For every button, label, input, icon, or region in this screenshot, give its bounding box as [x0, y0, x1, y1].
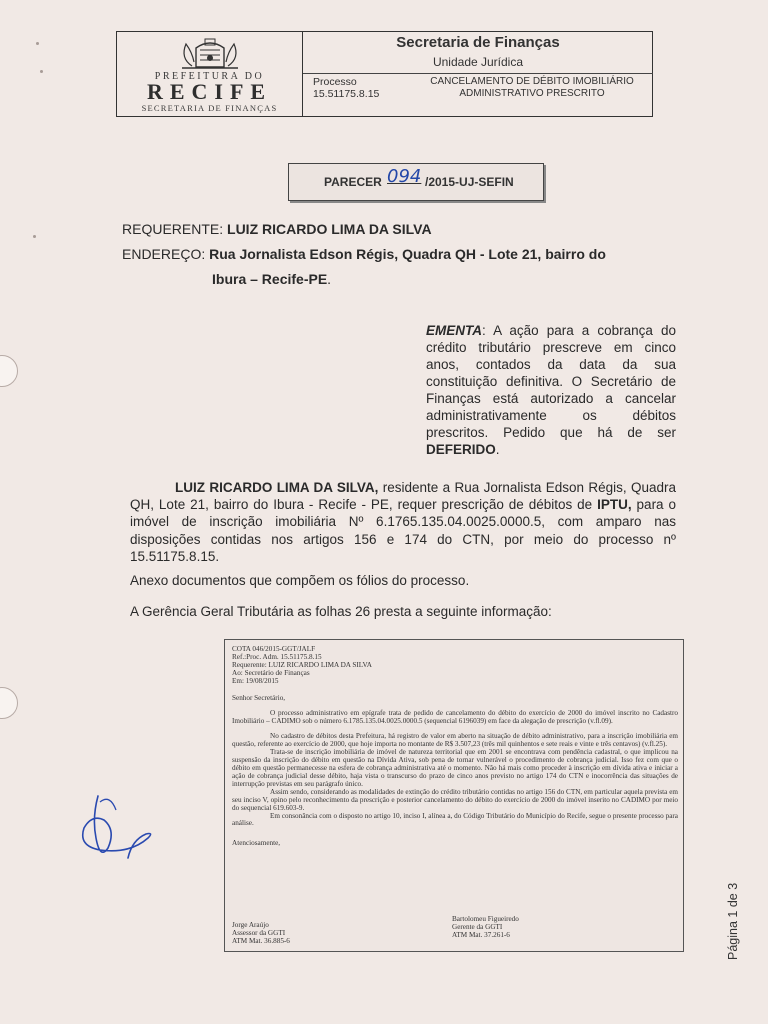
paper-speck: [33, 235, 36, 238]
coat-of-arms-icon: [172, 36, 248, 70]
body-paragraph-2: Anexo documentos que compõem os fólios do processo.: [130, 573, 470, 588]
endereco-line-2-wrap: [212, 271, 331, 287]
endereco-line-2: Ibura – Recife-PE: [212, 271, 328, 287]
cota-heading-2: Ref.:Proc. Adm. 15.51175.8.15: [232, 652, 322, 661]
parecer-prefix: PARECER: [324, 175, 382, 189]
logo-line-secretaria: SECRETARIA DE FINANÇAS: [141, 103, 278, 113]
sig1-role: Assessor da GGTI: [232, 928, 286, 937]
handwritten-initials-icon: [70, 788, 160, 868]
cota-paragraph-2: No cadastro de débitos desta Prefeitura, há registro de valor em aberto na situação de débito administrativo, para a inscrição imobiliária em questão, referente ao exercício de 2000, que hoje importa no montante de R$ 3.507,23 (três mil quinhentos e sete reais e vinte e três centavos) (v.fl.25).: [232, 732, 678, 749]
endereco-line-1: Rua Jornalista Edson Régis, Quadra QH - Lote 21, bairro do: [209, 246, 606, 262]
parecer-handwritten-number: 094: [387, 166, 422, 187]
parecer-suffix: /2015-UJ-SEFIN: [425, 175, 514, 189]
parecer-box: [288, 163, 544, 201]
p1-text-b: para o imóvel de inscrição imobiliária Nº 6.1765.135.04.0025.0000.5, com amparo nas disposições contidas nos artigos 156 e 174 do CTN, por meio do processo nº 15.51175.8.15.: [130, 497, 677, 564]
ementa-label: EMENTA: [426, 323, 482, 338]
sig2-role: Gerente da GGTI: [452, 922, 503, 931]
sig1-name: Jorge Araújo: [232, 921, 269, 929]
header-title: Secretaria de Finanças: [396, 34, 560, 51]
subject-line-1: CANCELAMENTO DE DÉBITO IMOBILIÁRIO: [430, 76, 634, 87]
p1-name: LUIZ RICARDO LIMA DA SILVA,: [175, 480, 379, 495]
processo-info: [313, 76, 379, 100]
ementa-verdict: DEFERIDO: [426, 442, 496, 457]
processo-label: Processo: [313, 76, 357, 88]
cota-paragraph-4: Assim sendo, considerando as modalidades de extinção do crédito tributário contidas no artigo 156 do CTN, em particular aquela prevista em seu inciso V, opino pelo reconhecimento da prescrição e posterior cancelamento do débito do exercício de 2000 do imóvel inserito no CADIMO por meio do sequencial 619.603-9.: [232, 787, 678, 812]
header-subtitle: Unidade Jurídica: [432, 55, 524, 69]
cota-signature-right: [452, 916, 519, 940]
cota-heading-1: COTA 046/2015-GGT/JALF: [232, 645, 316, 653]
paper-speck: [36, 42, 39, 45]
sig2-mat: ATM Mat. 37.261-6: [452, 930, 510, 939]
cota-heading-3: Requerente: LUIZ RICARDO LIMA DA SILVA: [232, 660, 372, 669]
cota-signature-left: [232, 922, 290, 946]
cota-paragraph-1: O processo administrativo em epígrafe trata de pedido de cancelamento do débito do exercício de 2000 do imóvel inscrito no Cadastro Imobiliário – CADIMO sob o número 6.1785.135.04.0025.0000.5 (sequencial 6196039) em face da alegação de prescrição (v.fl.09).: [232, 709, 678, 726]
requerente-line: [122, 221, 432, 237]
logo-line-prefeitura: PREFEITURA DO: [154, 71, 265, 82]
processo-subject: [417, 76, 647, 100]
punch-hole: [0, 687, 18, 719]
cota-document: [224, 639, 684, 952]
header-box: [116, 31, 653, 117]
cota-closing: Atenciosamente,: [232, 839, 281, 848]
ementa-text: : A ação para a cobrança do crédito tributário prescreve em cinco anos, contados da data da sua constituição definitiva. O Secretário de Finanças está autorizado a cancelar administrativamente os débitos prescritos. Pedido que há de ser: [426, 323, 676, 440]
requerente-label: REQUERENTE:: [122, 221, 224, 237]
ementa-end: .: [495, 442, 500, 457]
page-number: Página 1 de 3: [726, 882, 740, 960]
cota-salutation: Senhor Secretário,: [232, 693, 286, 702]
cota-heading-5: Em: 19/08/2015: [232, 676, 279, 685]
sig1-mat: ATM Mat. 36.885-6: [232, 936, 290, 945]
paper-speck: [40, 70, 43, 73]
cota-paragraph-5: Em consonância com o disposto no artigo 10, inciso I, alínea a, do Código Tributário do Município do Recife, segue o presente processo para análise.: [232, 811, 678, 828]
p1-text-a: residente a Rua Jornalista Edson Régis, Quadra QH, Lote 21, bairro do Ibura - Recife - PE, requer prescrição de débitos de: [130, 480, 677, 513]
p1-iptu: IPTU,: [597, 497, 632, 513]
cota-paragraph-3: Trata-se de inscrição imobiliária de imóvel de natureza territorial que em 2001 se encontrava com pendência cadastral, o que implicou na suspensão da inscrição do débito em questão na Dívida Ativa, sob pena de tornar vulnerável o procedimento de cobrança judicial. Isso fez com que o débito em questão permanecesse na esfera de cobrança administrativa até o momento. Não há mais como proceder à inscrição em dívida ativa e iniciar a ação de cobrança judicial desse débito, haja vista o transcurso do prazo de cinco anos previsto no artigo 174 do CTN e inocorrência das situações de interrupção previstas em seu parágrafo único.: [232, 748, 678, 788]
endereco-label: ENDEREÇO:: [122, 246, 206, 262]
requerente-name: LUIZ RICARDO LIMA DA SILVA: [227, 221, 432, 237]
cota-content: [232, 646, 678, 848]
ementa-block: [426, 322, 676, 458]
logo-line-recife: RECIFE: [146, 79, 273, 104]
body-paragraph-3: A Gerência Geral Tributária as folhas 26 presta a seguinte informação:: [130, 604, 552, 619]
subject-line-2: ADMINISTRATIVO PRESCRITO: [459, 88, 605, 99]
prefeitura-logo: [117, 32, 303, 116]
cota-heading-4: Ao: Secretário de Finanças: [232, 668, 310, 677]
endereco-line: [122, 246, 606, 262]
punch-hole: [0, 355, 18, 387]
processo-number: 15.51175.8.15: [313, 88, 380, 100]
sig2-name: Bartolomeu Figueiredo: [452, 915, 519, 923]
header-divider: [303, 73, 653, 74]
body-paragraph-1: [130, 479, 676, 565]
endereco-end: .: [327, 271, 332, 287]
